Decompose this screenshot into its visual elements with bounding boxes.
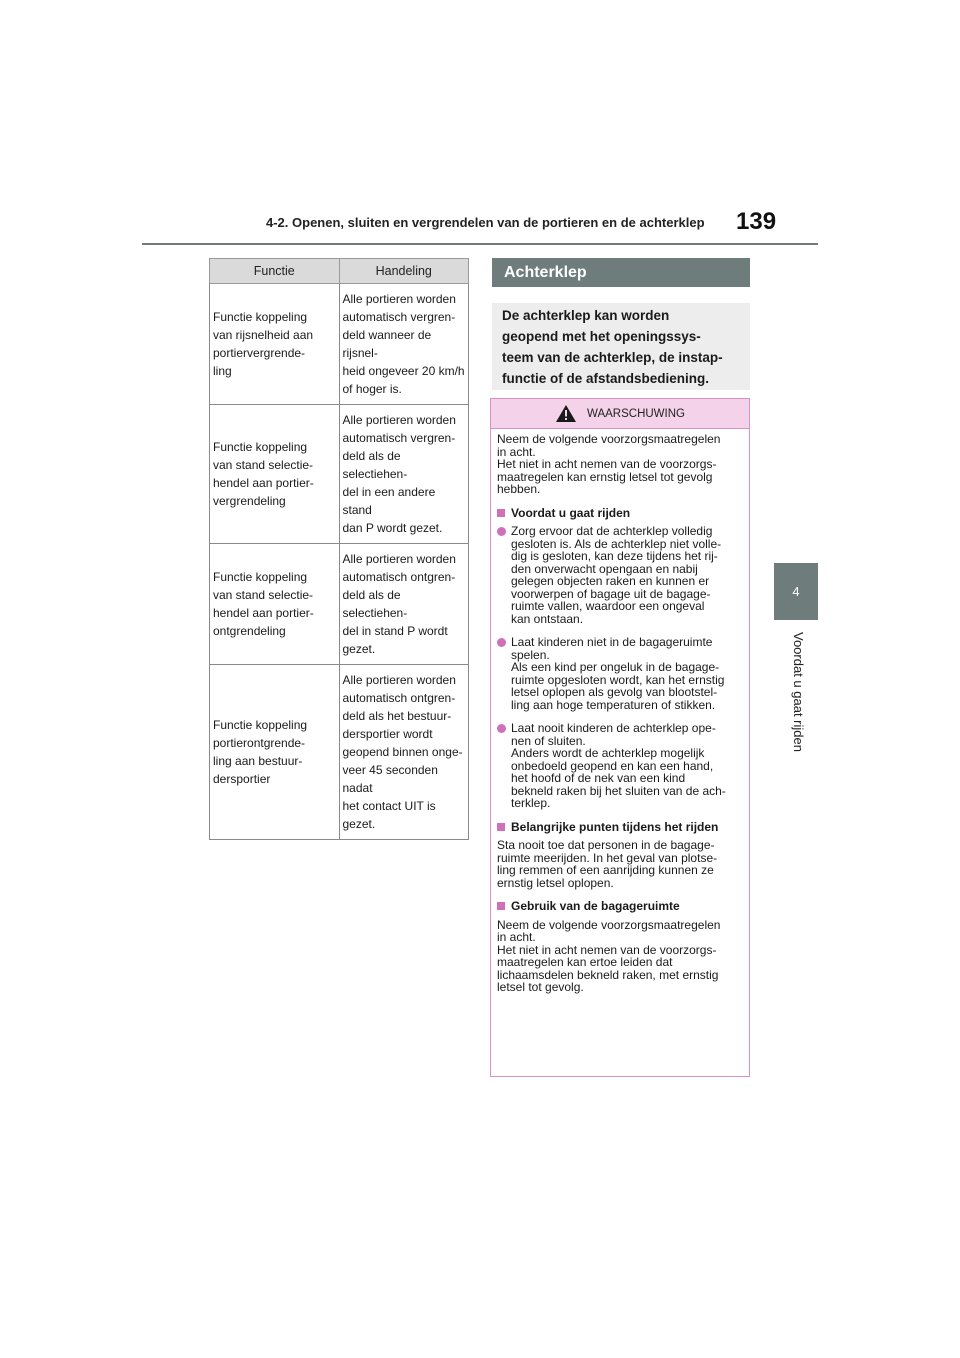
- table-cell-functie: Functie koppeling portierontgrende- ling aan bestuur- dersportier: [210, 665, 340, 840]
- warning-intro: Neem de volgende voorzorgsmaatregelen in acht. Het niet in acht nemen van de voorzorgs- maatregelen kan ernstig letsel tot gevolg hebben.: [497, 432, 721, 496]
- table-cell-functie: Functie koppeling van stand selectie- hendel aan portier- vergrendeling: [210, 405, 340, 544]
- table-row: [210, 405, 469, 544]
- warning-subheading: [497, 507, 743, 520]
- circle-bullet-icon: [497, 527, 506, 536]
- table-cell-handeling: Alle portieren worden automatisch ontgren- deld als het bestuur- dersportier wordt geopend binnen onge- veer 45 seconden nadat het contact UIT is gezet.: [339, 665, 469, 840]
- warning-body: [491, 429, 749, 994]
- square-bullet-icon: [497, 823, 505, 831]
- chapter-tab: [774, 563, 818, 620]
- list-item: [497, 722, 743, 810]
- warning-header: [491, 399, 749, 429]
- table-cell-handeling: Alle portieren worden automatisch vergren- deld wanneer de rijsnel- heid ongeveer 20 km/h of hoger is.: [339, 284, 469, 405]
- list-item-text: Laat kinderen niet in de bagageruimte spelen. Als een kind per ongeluk in de bagage- ruimte opgesloten wordt, kan het ernstig letsel oplopen als gevolg van blootstel- ling aan hoge temperaturen of stikken.: [511, 635, 725, 712]
- warning-paragraph: Sta nooit toe dat personen in de bagage- ruimte meerijden. In het geval van plotse- ling remmen of een aanrijding kunnen ze ernstig letsel oplopen.: [497, 838, 718, 890]
- page-number: 139: [736, 208, 777, 235]
- table-cell-handeling: Alle portieren worden automatisch vergren- deld als de selectiehen- del in een andere stand dan P wordt gezet.: [339, 405, 469, 544]
- warning-subheading: [497, 821, 743, 834]
- column-header-functie: Functie: [210, 259, 340, 284]
- header-divider: [142, 243, 818, 245]
- warning-triangle-icon: [555, 404, 577, 423]
- warning-label: WAARSCHUWING: [587, 407, 685, 420]
- list-item-text: Laat nooit kinderen de achterklep ope- nen of sluiten. Anders wordt de achterklep mogelijk onbedoeld geopend en kan een hand, het hoofd of de nek van een kind bekneld raken bij het sluiten van de ach- terklep.: [511, 721, 726, 810]
- table-cell-functie: Functie koppeling van rijsnelheid aan portiervergrende- ling: [210, 284, 340, 405]
- warning-subheading: [497, 900, 743, 913]
- subheading-text: Voordat u gaat rijden: [511, 505, 631, 520]
- subheading-text: Gebruik van de bagageruimte: [511, 899, 680, 913]
- warning-box: [490, 398, 750, 1077]
- section-title: Achterklep: [492, 258, 750, 287]
- square-bullet-icon: [497, 509, 505, 517]
- table-header-row: [210, 259, 469, 284]
- table-row: [210, 284, 469, 405]
- circle-bullet-icon: [497, 638, 506, 647]
- table-row: [210, 665, 469, 840]
- warning-paragraph: Neem de volgende voorzorgsmaatregelen in acht. Het niet in acht nemen van de voorzorgs- maatregelen kan ertoe leiden dat lichaamsdelen bekneld raken, met ernstig letsel tot gevolg.: [497, 917, 721, 994]
- circle-bullet-icon: [497, 724, 506, 733]
- column-header-handeling: Handeling: [339, 259, 469, 284]
- chapter-label: Voordat u gaat rijden: [791, 632, 806, 752]
- list-item: [497, 525, 743, 625]
- table-cell-handeling: Alle portieren worden automatisch ontgren- deld als de selectiehen- del in stand P wordt gezet.: [339, 544, 469, 665]
- table-cell-functie: Functie koppeling van stand selectie- hendel aan portier- ontgrendeling: [210, 544, 340, 665]
- table-row: [210, 544, 469, 665]
- subheading-text: Belangrijke punten tijdens het rijden: [511, 819, 719, 834]
- list-item-text: Zorg ervoor dat de achterklep volledig gesloten is. Als de achterklep niet volle- dig is gesloten, kan deze tijdens het rij- den onverwacht opengaan en nabij gelegen objecten raken en kunnen er voorwerpen of bagage uit de bagage- ruimte vallen, waardoor een ongeval kan ontstaan.: [511, 524, 722, 626]
- header-title: 4-2. Openen, sluiten en vergrendelen van de portieren en de achterklep: [266, 215, 705, 230]
- section-intro: De achterklep kan worden geopend met het openingssys- teem van de achterklep, de instap- functie of de afstandsbediening.: [492, 303, 750, 390]
- square-bullet-icon: [497, 902, 505, 910]
- chapter-number: 4: [792, 584, 800, 599]
- list-item: [497, 636, 743, 711]
- function-table: [209, 258, 469, 840]
